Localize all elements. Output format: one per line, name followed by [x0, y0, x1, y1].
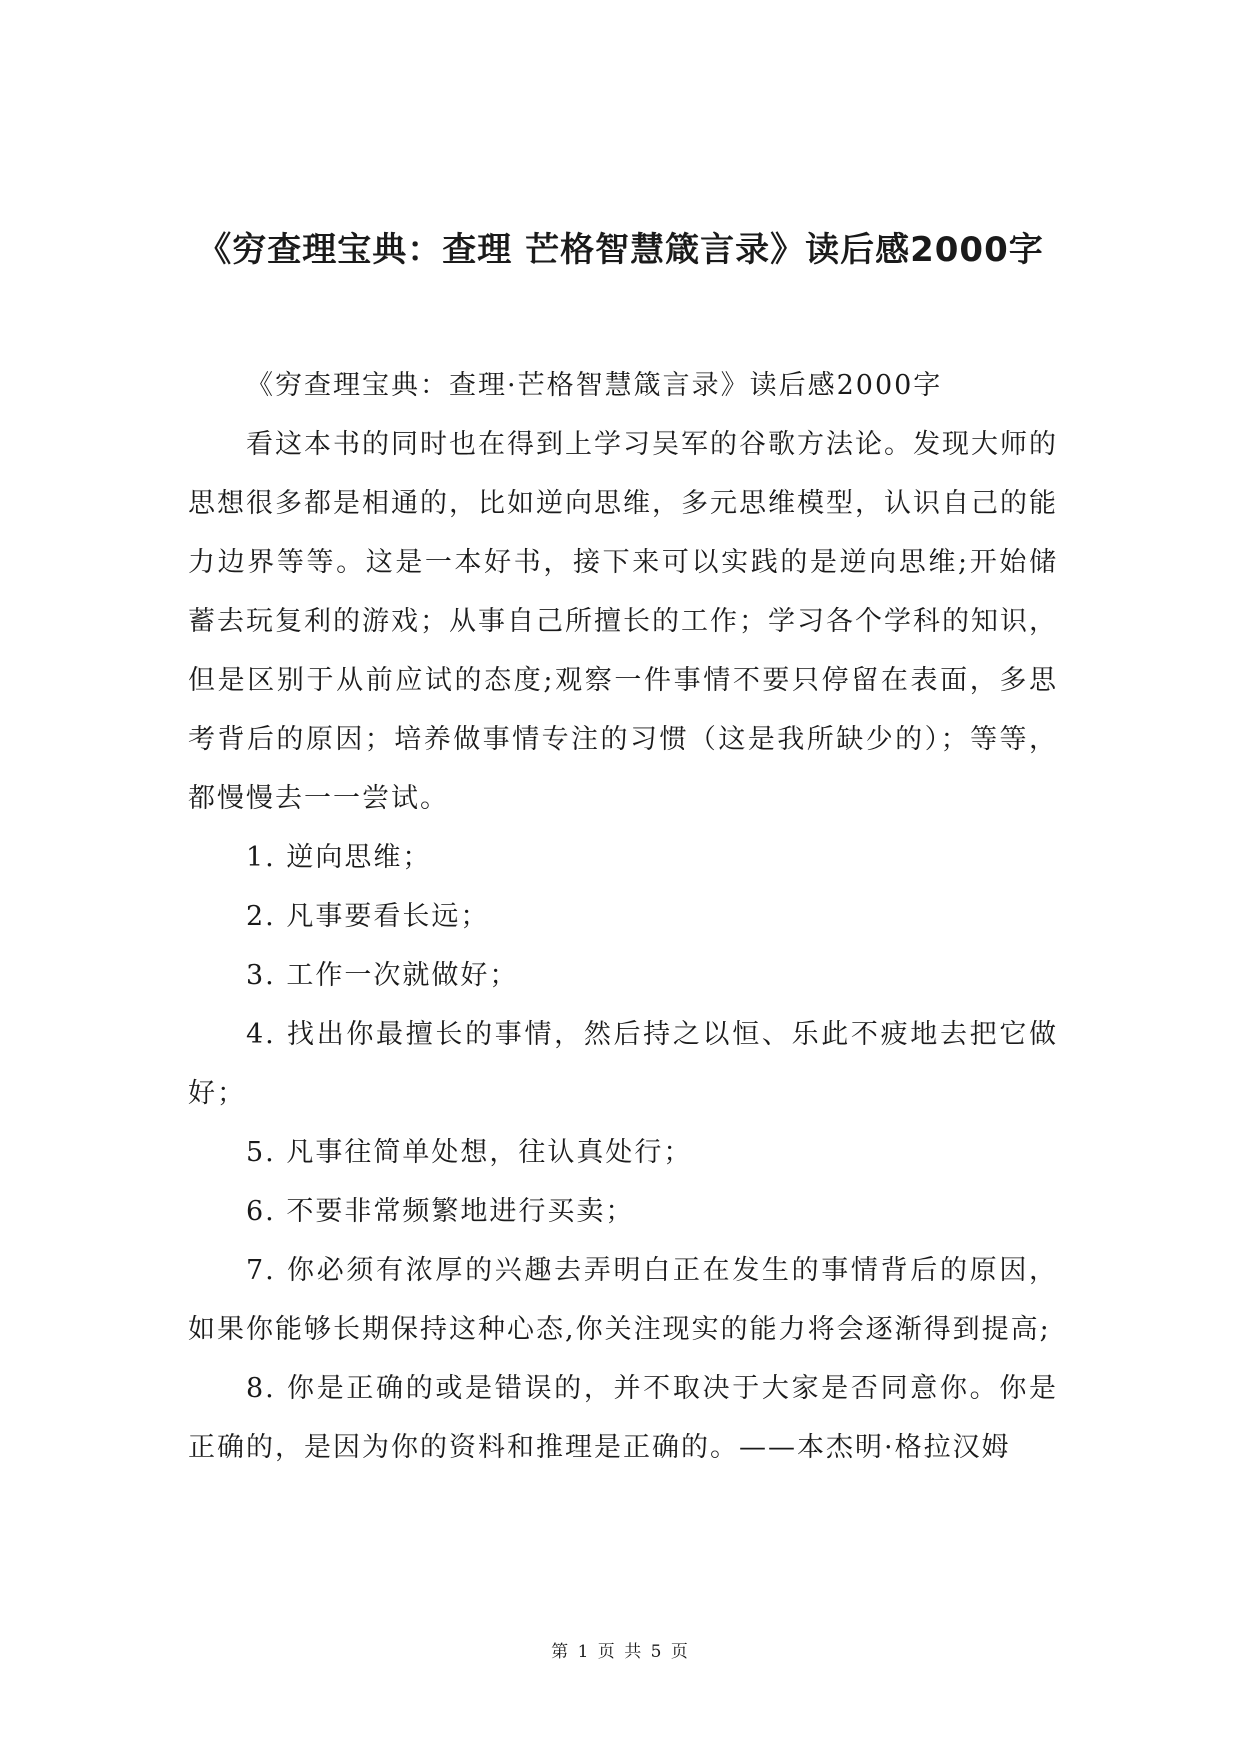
list-item: 8. 你是正确的或是错误的，并不取决于大家是否同意你。你是正确的，是因为你的资料和推理是正确的。——本杰明·格拉汉姆: [188, 1373, 1058, 1463]
list-item: 2. 凡事要看长远；: [246, 901, 490, 932]
list-item: 1. 逆向思维；: [246, 842, 432, 873]
list-item: 4. 找出你最擅长的事情，然后持之以恒、乐此不疲地去把它做好；: [188, 1019, 1058, 1109]
list-item: 7. 你必须有浓厚的兴趣去弄明白正在发生的事情背后的原因，如果你能够长期保持这种心态,你关注现实的能力将会逐渐得到提高;: [188, 1255, 1058, 1345]
list-item: 5. 凡事往简单处想，往认真处行；: [246, 1137, 693, 1168]
document-body: [188, 356, 1058, 1477]
document-title: 《穷查理宝典：查理 芒格智慧箴言录》读后感2000字: [197, 230, 1044, 270]
list-item: 3. 工作一次就做好；: [246, 960, 519, 991]
page-number-footer: 第 1 页 共 5 页: [551, 1642, 690, 1662]
list-item: 6. 不要非常频繁地进行买卖；: [246, 1196, 635, 1227]
intro-paragraph: 看这本书的同时也在得到上学习吴军的谷歌方法论。发现大师的思想很多都是相通的，比如逆向思维，多元思维模型，认识自己的能力边界等等。这是一本好书，接下来可以实践的是逆向思维;开始储蓄去玩复利的游戏；从事自己所擅长的工作；学习各个学科的知识，但是区别于从前应试的态度;观察一件事情不要只停留在表面，多思考背后的原因；培养做事情专注的习惯（这是我所缺少的）；等等，都慢慢去一一尝试。: [188, 429, 1058, 814]
subtitle-paragraph: 《穷查理宝典：查理·芒格智慧箴言录》读后感2000字: [246, 370, 943, 401]
